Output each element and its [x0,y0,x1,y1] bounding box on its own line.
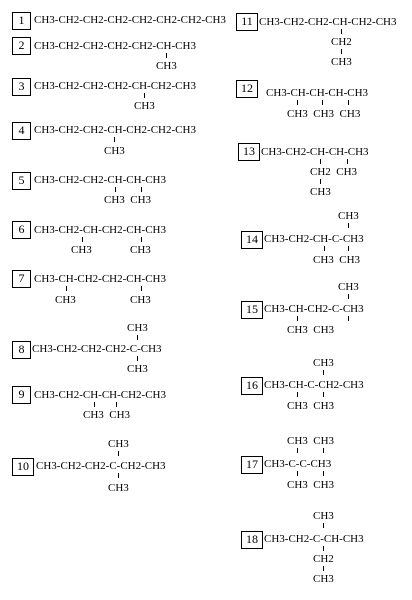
structure-13-branch-b: CH3 [310,186,331,198]
structure-13-bond-c [320,179,321,184]
structure-8-bond-bottom [137,356,138,361]
structure-number-6: 6 [12,221,31,239]
structure-15-bond-top [348,294,349,299]
structure-4-main-chain: CH3-CH2-CH2-CH-CH2-CH2-CH3 [34,124,196,136]
structure-7-bond-b [141,286,142,291]
structure-number-3: 3 [12,78,31,96]
structure-16-main-chain: CH3-CH-C-CH2-CH3 [264,379,364,391]
structure-2-branch: CH3 [156,60,177,72]
structure-15-branch-top: CH3 [338,281,359,293]
structure-17-bond-top-a [297,448,298,453]
structure-12-main-chain: CH3-CH-CH-CH-CH3 [266,87,369,99]
structure-9-bond-b [116,402,117,407]
structure-number-1: 1 [12,12,31,30]
structure-12-bond-b [322,100,323,105]
structure-number-11: 11 [236,13,258,31]
structure-7-bond-a [66,286,67,291]
structure-2-bond [166,53,167,58]
structure-17-branches-top: CH3 CH3 [287,435,335,447]
structure-18-branch-top: CH3 [313,510,334,522]
structure-2-main-chain: CH3-CH2-CH2-CH2-CH2-CH-CH3 [34,40,196,52]
structure-12-bond-c [348,100,349,105]
structure-13-bond-a [320,159,321,164]
structure-8-branch-bottom: CH3 [127,363,148,375]
structure-17-main-chain: CH3-C-C-CH3 [264,458,332,470]
structure-6-branch-a: CH3 [71,244,92,256]
structure-15-main-chain: CH3-CH-CH2-C-CH3 [264,303,364,315]
structure-12-branches: CH3 CH3 CH3 [287,108,361,120]
structure-11-branch-b: CH3 [331,56,352,68]
structure-13-bond-b [347,159,348,164]
structure-8-branch-top: CH3 [127,322,148,334]
structure-number-2: 2 [12,37,31,55]
structure-8-main-chain: CH3-CH2-CH2-CH2-C-CH3 [32,343,162,355]
structure-3-main-chain: CH3-CH2-CH2-CH2-CH-CH2-CH3 [34,80,196,92]
structure-14-main-chain: CH3-CH2-CH-C-CH3 [264,233,364,245]
structure-number-8: 8 [12,341,31,359]
structure-16-bond-a [297,392,298,397]
structure-10-bond-top [118,451,119,456]
structure-number-13: 13 [238,143,260,161]
structure-5-main-chain: CH3-CH2-CH2-CH-CH-CH3 [34,174,166,186]
structure-10-bond-bottom [118,473,119,478]
structure-18-bond-b [323,566,324,571]
structure-6-main-chain: CH3-CH2-CH-CH2-CH-CH3 [34,224,166,236]
structure-16-bond-top [323,370,324,375]
structure-17-branches-bottom: CH3 CH3 [287,479,335,491]
structure-number-5: 5 [12,172,31,190]
structure-11-main-chain: CH3-CH2-CH2-CH-CH2-CH3 [259,16,397,28]
structure-10-branch-top: CH3 [108,438,129,450]
structure-4-bond [114,137,115,142]
structure-5-bond-b [141,187,142,192]
structure-number-16: 16 [241,377,263,395]
structure-13-branches-a: CH2 CH3 [310,166,358,178]
structure-17-bond-top-b [323,448,324,453]
structure-4-branch: CH3 [104,145,125,157]
structure-11-bond-a [341,29,342,34]
structure-18-main-chain: CH3-CH2-C-CH-CH3 [264,533,364,545]
structure-3-branch: CH3 [134,100,155,112]
structure-15-bond-a [297,316,298,321]
structure-18-bond-a [323,546,324,551]
structure-17-bond-bottom-a [297,471,298,476]
structure-16-bond-b [323,392,324,397]
structure-7-branch-b: CH3 [130,294,151,306]
structure-number-17: 17 [241,456,263,474]
structure-18-bond-top [323,523,324,528]
structure-18-branch-a: CH2 [313,553,334,565]
structure-16-branches: CH3 CH3 [287,400,335,412]
structure-5-bond-a [115,187,116,192]
structure-13-main-chain: CH3-CH2-CH-CH-CH3 [261,146,369,158]
structure-number-4: 4 [12,122,31,140]
structure-number-12: 12 [236,80,258,98]
structure-number-10: 10 [12,458,34,476]
structure-number-7: 7 [12,270,31,288]
structure-number-14: 14 [241,231,263,249]
structure-6-bond-a [82,237,83,242]
structure-11-branch-a: CH2 [331,36,352,48]
structure-14-bond-top [348,223,349,228]
structure-12-bond-a [297,100,298,105]
structure-15-branch-a: CH3 CH3 [287,324,335,336]
structure-10-branch-bottom: CH3 [108,482,129,494]
structure-6-bond-b [141,237,142,242]
structure-9-bond-a [94,402,95,407]
structure-17-bond-bottom-b [323,471,324,476]
structure-14-bond-a [324,246,325,251]
structure-15-bond-b [348,316,349,321]
structure-14-branch-top: CH3 [338,210,359,222]
structure-9-branches: CH3 CH3 [83,409,131,421]
structure-5-branches: CH3 CH3 [104,194,152,206]
structure-9-main-chain: CH3-CH2-CH-CH-CH2-CH3 [34,389,166,401]
structure-14-branches: CH3 CH3 [313,254,361,266]
structure-7-branch-a: CH3 [55,294,76,306]
structure-number-15: 15 [241,301,263,319]
structure-3-bond [144,93,145,98]
structure-number-9: 9 [12,386,31,404]
structure-number-18: 18 [241,531,263,549]
structure-10-main-chain: CH3-CH2-CH2-C-CH2-CH3 [36,460,166,472]
structure-14-bond-b [348,246,349,251]
structure-8-bond-top [137,335,138,340]
structure-18-branch-b: CH3 [313,573,334,585]
structure-7-main-chain: CH3-CH-CH2-CH2-CH-CH3 [34,273,166,285]
structure-11-bond-b [341,49,342,54]
structure-1-main-chain: CH3-CH2-CH2-CH2-CH2-CH2-CH2-CH3 [34,14,226,26]
structure-16-branch-top: CH3 [313,357,334,369]
structure-6-branch-b: CH3 [130,244,151,256]
